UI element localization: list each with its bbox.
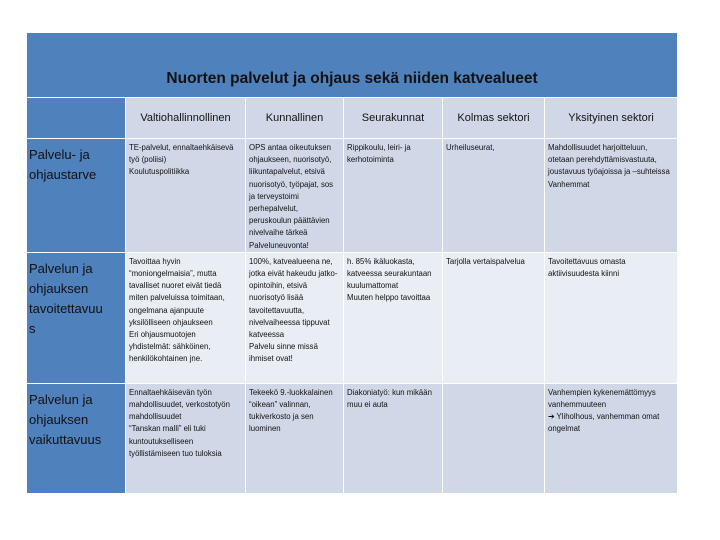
cell-text-line: Urheiluseurat, — [446, 143, 495, 152]
cell-text-line: ongelmana ajanpuute — [129, 305, 204, 315]
row-tavoitettavuus — [27, 252, 678, 383]
cell-text-line: nivelvaihe tärkeä — [249, 228, 308, 238]
katvealueet-table — [26, 32, 678, 494]
cell-text-line: Mahdollisuudet harjoitteluun, — [548, 143, 648, 152]
cell-text-line: tavalliset nuoret eivät tiedä — [129, 281, 222, 291]
row-header-line: tavoitettavuu — [29, 300, 103, 316]
cell-text-line: kerhotoiminta — [347, 155, 394, 165]
cell-text-line: kuntoutukselliseen — [129, 436, 194, 446]
column-header-yksityinen-sektori: Yksityinen sektori — [545, 98, 678, 139]
cell-yksityinen-sektori — [545, 139, 678, 253]
row-header-line: Palvelun ja — [29, 260, 93, 276]
cell-text-line: “oikean” valinnan, — [249, 400, 311, 410]
slide-title-text: Nuorten palvelut ja ohjaus sekä niiden katvealueet — [166, 69, 538, 87]
cell-text-line: TE-palvelut, ennaltaehkäisevä — [129, 143, 234, 152]
cell-text-line: perhepalvelut, — [249, 204, 298, 214]
cell-text-line: työllistämiseen tuo tuloksia — [129, 448, 222, 458]
cell-text-line: Koulutuspolitiikka — [129, 167, 190, 177]
row-header-line: ohjauksen — [29, 411, 89, 427]
cell-text-line: joustavuus työajoissa ja –suhteissa — [548, 167, 670, 177]
cell-yksityinen-sektori — [545, 383, 678, 493]
cell-yksityinen-sektori — [545, 252, 678, 383]
cell-kolmas-sektori — [443, 252, 545, 383]
column-header-valtiohallinnollinen: Valtiohallinnollinen — [126, 98, 246, 139]
cell-text-line: OPS antaa oikeutuksen — [249, 143, 331, 152]
cell-text-line: Vanhempien kykenemättömyys — [548, 387, 656, 397]
corner-cell — [27, 98, 126, 139]
slide-title — [27, 33, 678, 98]
cell-text-line: “Tanskan malli” eli tuki — [129, 424, 206, 434]
cell-text-line: peruskoulun päättävien — [249, 216, 330, 226]
cell-text-line: ➔ Yliholhous, vanhemman omat — [548, 412, 660, 422]
cell-text-line: Rippikoulu, leiri- ja — [347, 143, 411, 152]
cell-text-line: opintoihin, etsivä — [249, 281, 308, 291]
row-palvelu-ja-ohjaustarve — [27, 139, 678, 253]
cell-text-line: “moniongelmaisia”, mutta — [129, 269, 217, 279]
cell-text-line: Palvelu sinne missä — [249, 342, 318, 352]
cell-text-line: tukiverkosto ja sen — [249, 412, 314, 422]
cell-kolmas-sektori — [443, 383, 545, 493]
cell-text-line: h. 85% ikäluokasta, — [347, 256, 415, 266]
cell-text-line: aktiivisuudesta kiinni — [548, 269, 620, 279]
cell-text-line: nivelvaiheessa tippuvat — [249, 317, 330, 327]
cell-text-line: yhdistelmät: sähköinen, — [129, 342, 211, 352]
cell-seurakunnat — [344, 383, 443, 493]
cell-text-line: Tekeekö 9.-luokkalainen — [249, 387, 333, 397]
row-header-line: Palvelun ja — [29, 391, 93, 407]
cell-valtiohallinnollinen — [126, 383, 246, 493]
cell-text-line: katveessa — [249, 330, 285, 340]
cell-text-line: tavoitettavuutta, — [249, 305, 305, 315]
column-header-seurakunnat: Seurakunnat — [344, 98, 443, 139]
row-header — [27, 139, 126, 253]
row-header — [27, 252, 126, 383]
row-header-line: ohjauksen — [29, 280, 89, 296]
cell-text-line: Vanhemmat — [548, 179, 590, 189]
cell-valtiohallinnollinen — [126, 139, 246, 253]
row-vaikuttavuus — [27, 383, 678, 493]
cell-text-line: ja terveystoimi — [249, 191, 299, 201]
cell-text-line: Ennaltaehkäisevän työn — [129, 387, 212, 397]
cell-text-line: mahdollisuudet, verkostotyön — [129, 400, 230, 410]
cell-text-line: Palveluneuvonta! — [249, 240, 309, 250]
cell-text-line: 100%, katvealueena ne, — [249, 256, 333, 266]
cell-text-line: Muuten helppo tavoittaa — [347, 293, 431, 303]
column-header-kunnallinen: Kunnallinen — [246, 98, 344, 139]
row-header-line: ohjaustarve — [29, 167, 97, 182]
column-header-row — [27, 98, 678, 139]
cell-kunnallinen — [246, 252, 344, 383]
cell-text-line: Tarjolla vertaispalvelua — [446, 256, 525, 266]
cell-text-line: Tavoittaa hyvin — [129, 256, 181, 266]
cell-text-line: ohjaukseen, nuorisotyö, — [249, 155, 332, 165]
cell-kolmas-sektori — [443, 139, 545, 253]
cell-kunnallinen — [246, 139, 344, 253]
cell-valtiohallinnollinen — [126, 252, 246, 383]
cell-text-line: henkilökohtainen jne. — [129, 354, 203, 364]
row-header-line: vaikuttavuus — [29, 431, 102, 447]
cell-seurakunnat — [344, 139, 443, 253]
cell-seurakunnat — [344, 252, 443, 383]
cell-text-line: nuorisotyö lisää — [249, 293, 304, 303]
cell-text-line: mahdollisuudet — [129, 412, 182, 422]
cell-text-line: katveessa seurakuntaan — [347, 269, 432, 279]
cell-text-line: nuorisotyö, työpajat, sos — [249, 179, 334, 189]
cell-text-line: Diakoniatyö: kun mikään — [347, 387, 432, 397]
cell-text-line: miten palveluissa toimitaan, — [129, 293, 225, 303]
cell-text-line: ihmiset ovat! — [249, 354, 293, 364]
cell-text-line: liikuntapalvelut, etsivä — [249, 167, 325, 177]
cell-text-line: otetaan perehdyttämisvastuuta, — [548, 155, 657, 165]
cell-kunnallinen — [246, 383, 344, 493]
cell-text-line: vanhemmuuteen — [548, 400, 607, 410]
cell-text-line: ongelmat — [548, 424, 581, 434]
cell-text-line: muu ei auta — [347, 400, 388, 410]
cell-text-line: työ (poliisi) — [129, 155, 167, 165]
column-header-kolmas-sektori: Kolmas sektori — [443, 98, 545, 139]
row-header-line: Palvelu- ja — [29, 147, 90, 162]
cell-text-line: kuulumattomat — [347, 281, 399, 291]
row-header — [27, 383, 126, 493]
cell-text-line: luominen — [249, 424, 281, 434]
cell-text-line: jotka eivät hakeudu jatko- — [249, 269, 338, 279]
cell-text-line: Eri ohjausmuotojen — [129, 330, 196, 340]
cell-text-line: yksilölliseen ohjaukseen — [129, 317, 213, 327]
row-header-line: s — [29, 320, 36, 336]
cell-text-line: Tavoitettavuus omasta — [548, 256, 626, 266]
